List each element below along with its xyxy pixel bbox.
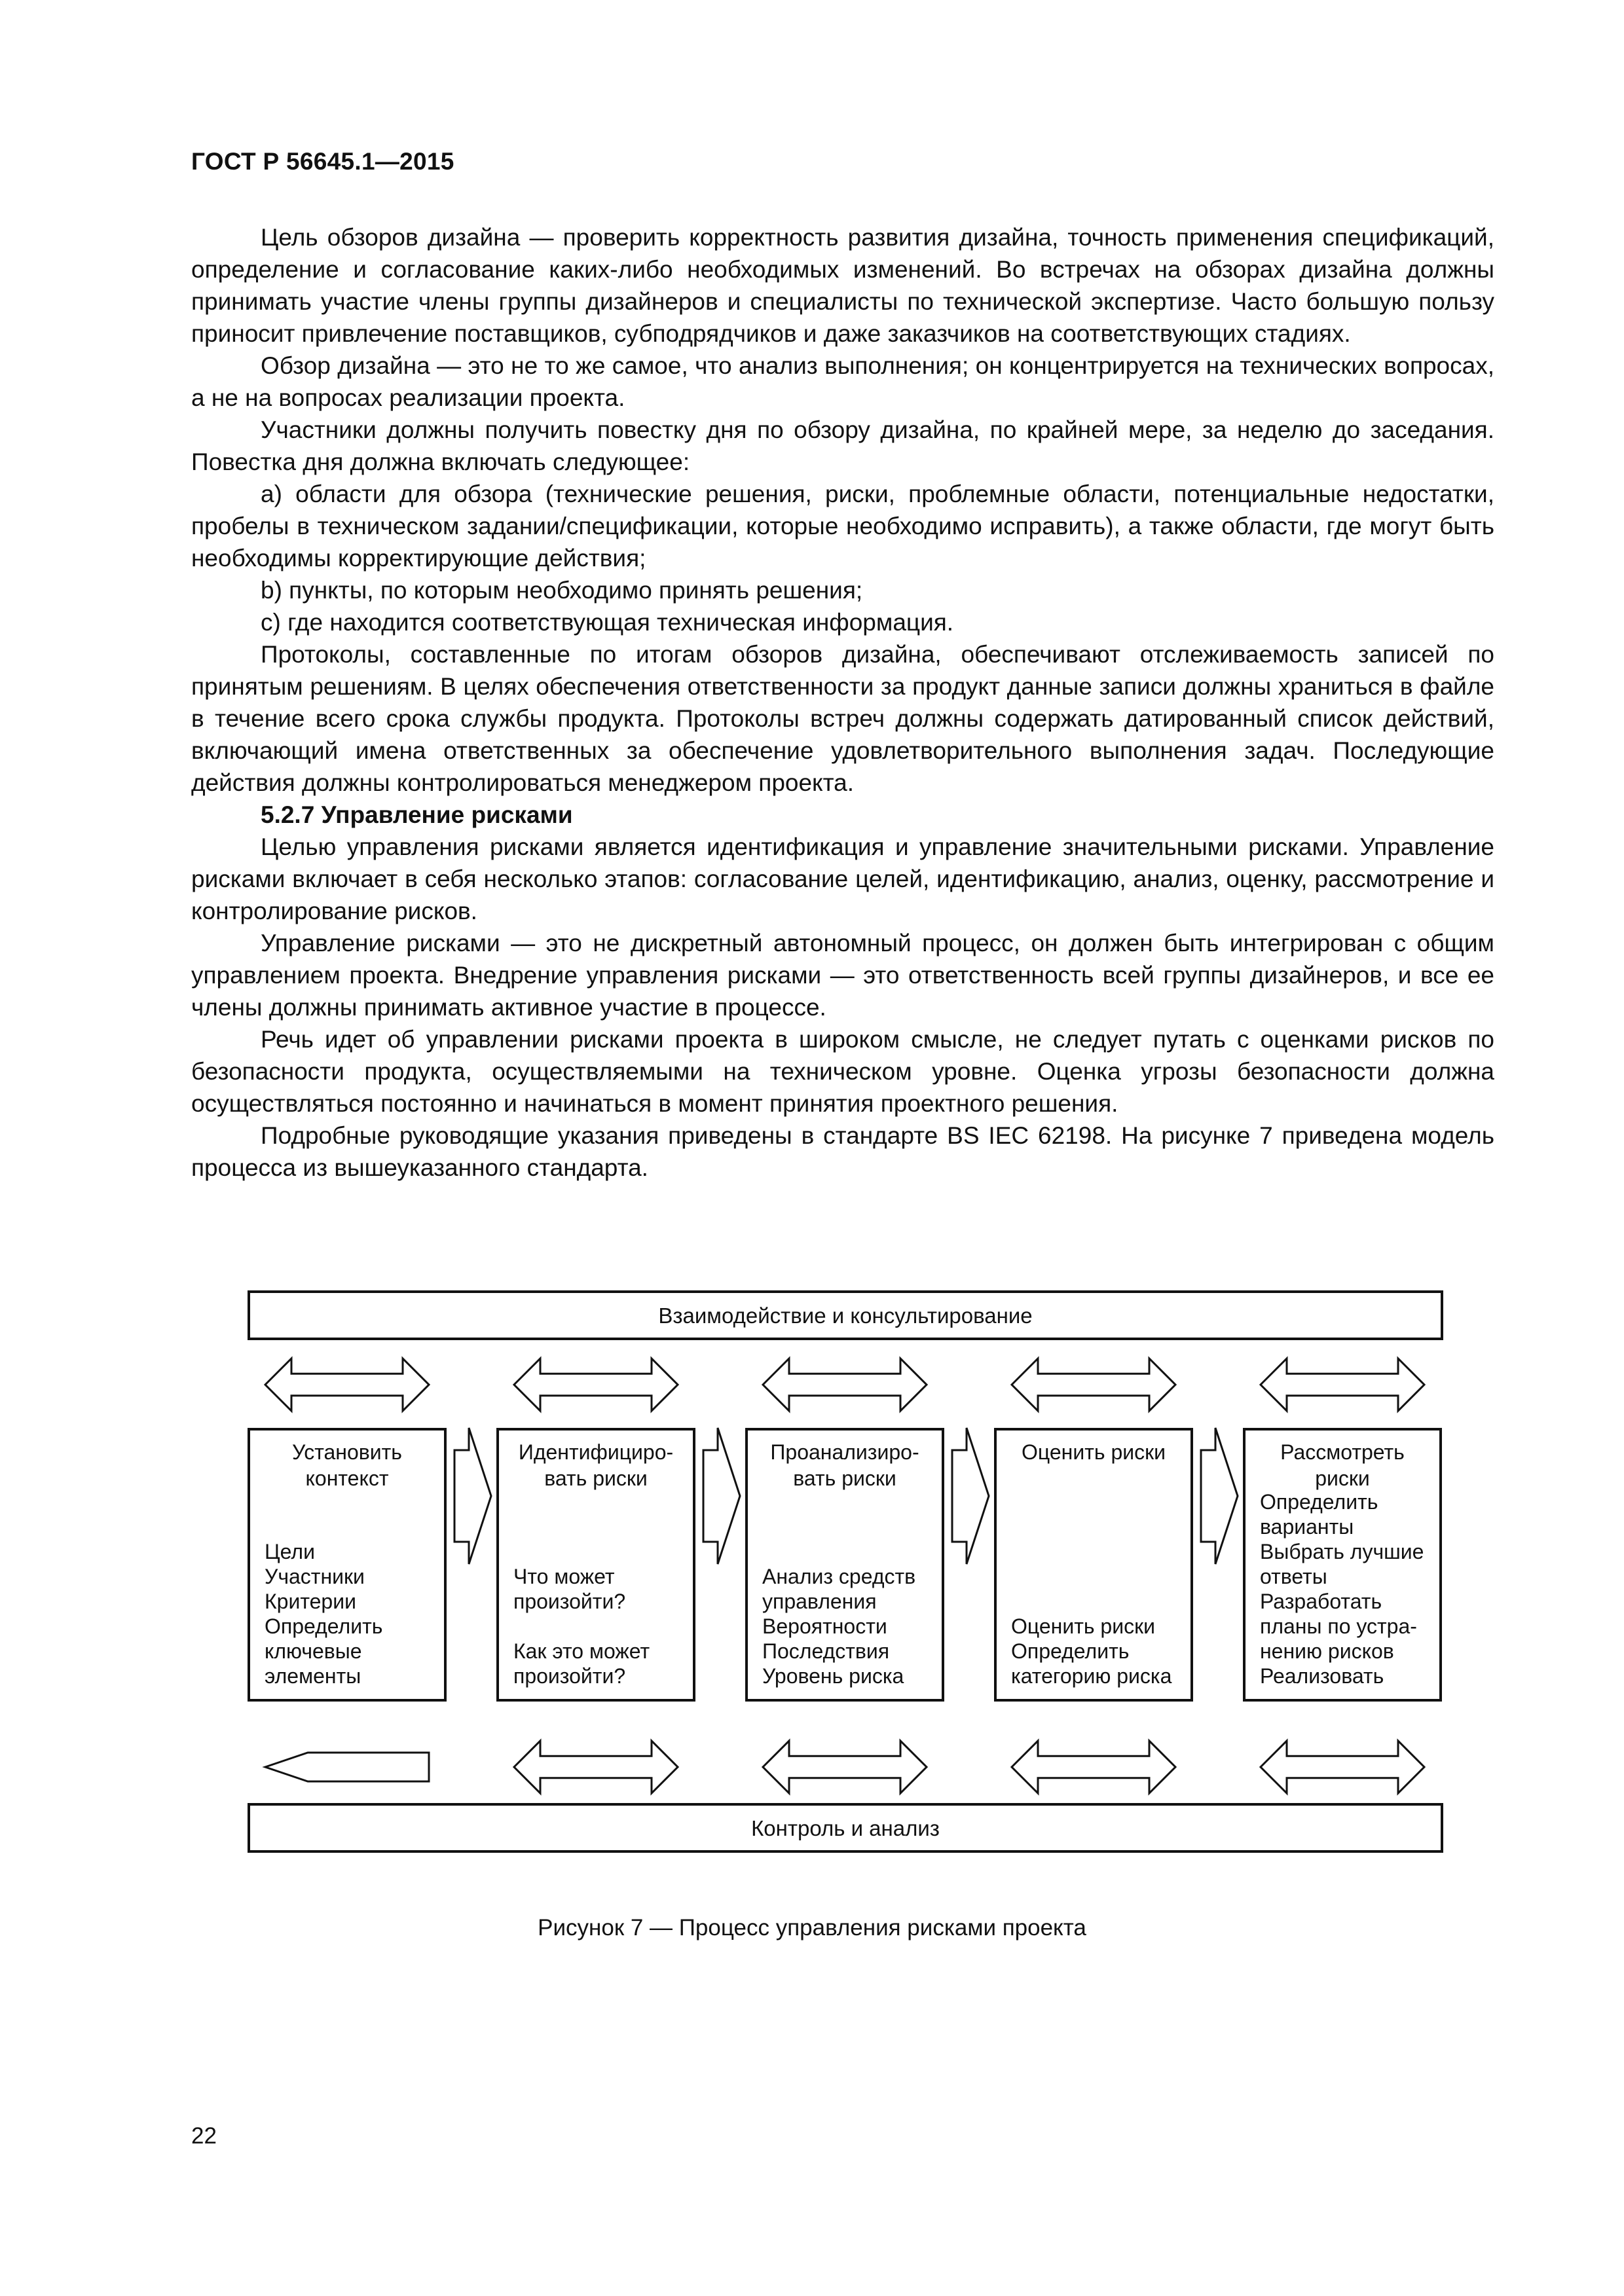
process-box-item: Реализовать	[1260, 1664, 1384, 1688]
process-box-title: Проанализиро-	[770, 1440, 919, 1464]
process-box-item: Критерии	[265, 1590, 356, 1613]
two-way-arrow-top	[514, 1358, 678, 1411]
process-box	[1244, 1429, 1441, 1700]
process-box-item: управления	[762, 1590, 877, 1613]
paragraph: Целью управления рисками является идентификация и управление значительными рисками. Управление рисками включает в себя несколько этапов: согласование целей, идентификацию, анализ, оценку, рассмотрение и контролирование рисков.	[191, 833, 1494, 924]
process-box-item: Цели	[265, 1540, 315, 1563]
process-box-item: Определить	[265, 1614, 383, 1638]
process-box-item: произойти?	[513, 1664, 626, 1688]
two-way-arrow-bottom	[763, 1741, 927, 1793]
two-way-arrow-bottom	[1012, 1741, 1175, 1793]
two-way-arrow-top	[763, 1358, 927, 1411]
list-item: a) области для обзора (технические решения, риски, проблемные области, потенциальные недостатки, пробелы в техническом задании/спецификации, которые необходимо исправить), а также области, где могут быть необходимы корректирующие действия;	[191, 481, 1494, 572]
paragraph: Цель обзоров дизайна — проверить корректность развития дизайна, точность применения спецификаций, определение и согласование каких-либо необходимых изменений. Во встречах на обзорах дизайна должны принимать участие члены группы дизайнеров и специалисты по технической экспертизе. Часто большую пользу приносит привлечение поставщиков, субподрядчиков и даже заказчиков на соответствующих стадиях.	[191, 224, 1494, 347]
document-header: ГОСТ Р 56645.1—2015	[191, 148, 454, 175]
two-way-arrow-bottom	[514, 1741, 678, 1793]
process-box-title: контекст	[305, 1467, 389, 1490]
process-box-item: Разработать	[1260, 1590, 1382, 1613]
one-way-arrow-bottom	[265, 1753, 429, 1781]
paragraph: Обзор дизайна — это не то же самое, что анализ выполнения; он концентрируется на технических вопросах, а не на вопросах реализации проекта.	[191, 352, 1494, 411]
process-box-title: Рассмотреть	[1280, 1440, 1405, 1464]
process-box-item: Последствия	[762, 1639, 890, 1663]
figure-caption: Рисунок 7 — Процесс управления рисками проекта	[538, 1915, 1086, 1941]
process-box-item: Определить	[1260, 1490, 1378, 1514]
process-box-item: нению рисков	[1260, 1639, 1394, 1663]
process-box-item: Что может	[513, 1565, 615, 1588]
process-box-item: Уровень риска	[762, 1664, 904, 1688]
two-way-arrow-bottom	[1261, 1741, 1424, 1793]
process-box-item: произойти?	[513, 1590, 626, 1613]
paragraph: Управление рисками — это не дискретный автономный процесс, он должен быть интегрирован с общим управлением проекта. Внедрение управления рисками — это ответственность всей группы дизайнеров, и все ее члены должны принимать активное участие в процессе.	[191, 930, 1494, 1021]
process-box-item: элементы	[265, 1664, 361, 1688]
list-item: c) где находится соответствующая техническая информация.	[261, 609, 954, 636]
top-bar-label: Взаимодействие и консультирование	[658, 1303, 1033, 1328]
process-box-item: ответы	[1260, 1565, 1327, 1588]
flow-arrow-right	[703, 1428, 740, 1564]
process-box-item: Участники	[265, 1565, 365, 1588]
process-box-title: Оценить риски	[1022, 1440, 1166, 1464]
process-box	[249, 1429, 445, 1700]
two-way-arrow-top	[265, 1358, 429, 1411]
process-box-title: вать риски	[793, 1467, 896, 1490]
two-way-arrow-top	[1012, 1358, 1175, 1411]
process-box-item: категорию риска	[1011, 1664, 1172, 1688]
bottom-bar-label: Контроль и анализ	[751, 1816, 940, 1840]
process-box-title: риски	[1315, 1467, 1370, 1490]
process-box	[498, 1429, 694, 1700]
process-box-title: Установить	[292, 1440, 402, 1464]
process-box-title: Идентифициро-	[518, 1440, 674, 1464]
flow-arrow-right	[454, 1428, 491, 1564]
process-box-item: Выбрать лучшие	[1260, 1540, 1424, 1563]
flow-arrow-right	[1201, 1428, 1238, 1564]
process-box-item: Вероятности	[762, 1614, 887, 1638]
section-heading: 5.2.7 Управление рисками	[261, 801, 573, 828]
process-box-item: Анализ средств	[762, 1565, 916, 1588]
two-way-arrow-top	[1261, 1358, 1424, 1411]
page-number: 22	[191, 2123, 217, 2149]
process-box-item: варианты	[1260, 1515, 1354, 1539]
paragraph: Протоколы, составленные по итогам обзоров дизайна, обеспечивают отслеживаемость записей по принятым решениям. В целях обеспечения ответственности за продукт данные записи должны храниться в файле в течение всего срока службы продукта. Протоколы встреч должны содержать датированный список действий, включающий имена ответственных за обеспечение удовлетворительного выполнения задач. Последующие действия должны контролироваться менеджером проекта.	[191, 641, 1494, 796]
body-text	[191, 221, 1494, 1184]
process-box-item: Определить	[1011, 1639, 1130, 1663]
paragraph: Участники должны получить повестку дня по обзору дизайна, по крайней мере, за неделю до заседания. Повестка дня должна включать следующее:	[191, 416, 1494, 475]
process-box	[995, 1429, 1192, 1700]
process-box-item: планы по устра-	[1260, 1614, 1417, 1638]
process-box-item: ключевые	[265, 1639, 362, 1663]
risk-process-diagram	[244, 1280, 1449, 1856]
process-box-item: Как это может	[513, 1639, 650, 1663]
list-item: b) пункты, по которым необходимо принять решения;	[261, 577, 863, 604]
paragraph: Речь идет об управлении рисками проекта в широком смысле, не следует путать с оценками рисков по безопасности продукта, осуществляемыми на техническом уровне. Оценка угрозы безопасности должна осуществляться постоянно и начинаться в момент принятия проектного решения.	[191, 1026, 1494, 1117]
flow-arrow-right	[952, 1428, 989, 1564]
process-box-item: Оценить риски	[1011, 1614, 1155, 1638]
paragraph: Подробные руководящие указания приведены в стандарте BS IEC 62198. На рисунке 7 приведена модель процесса из вышеуказанного стандарта.	[191, 1122, 1494, 1181]
process-box-title: вать риски	[544, 1467, 648, 1490]
process-box	[747, 1429, 943, 1700]
